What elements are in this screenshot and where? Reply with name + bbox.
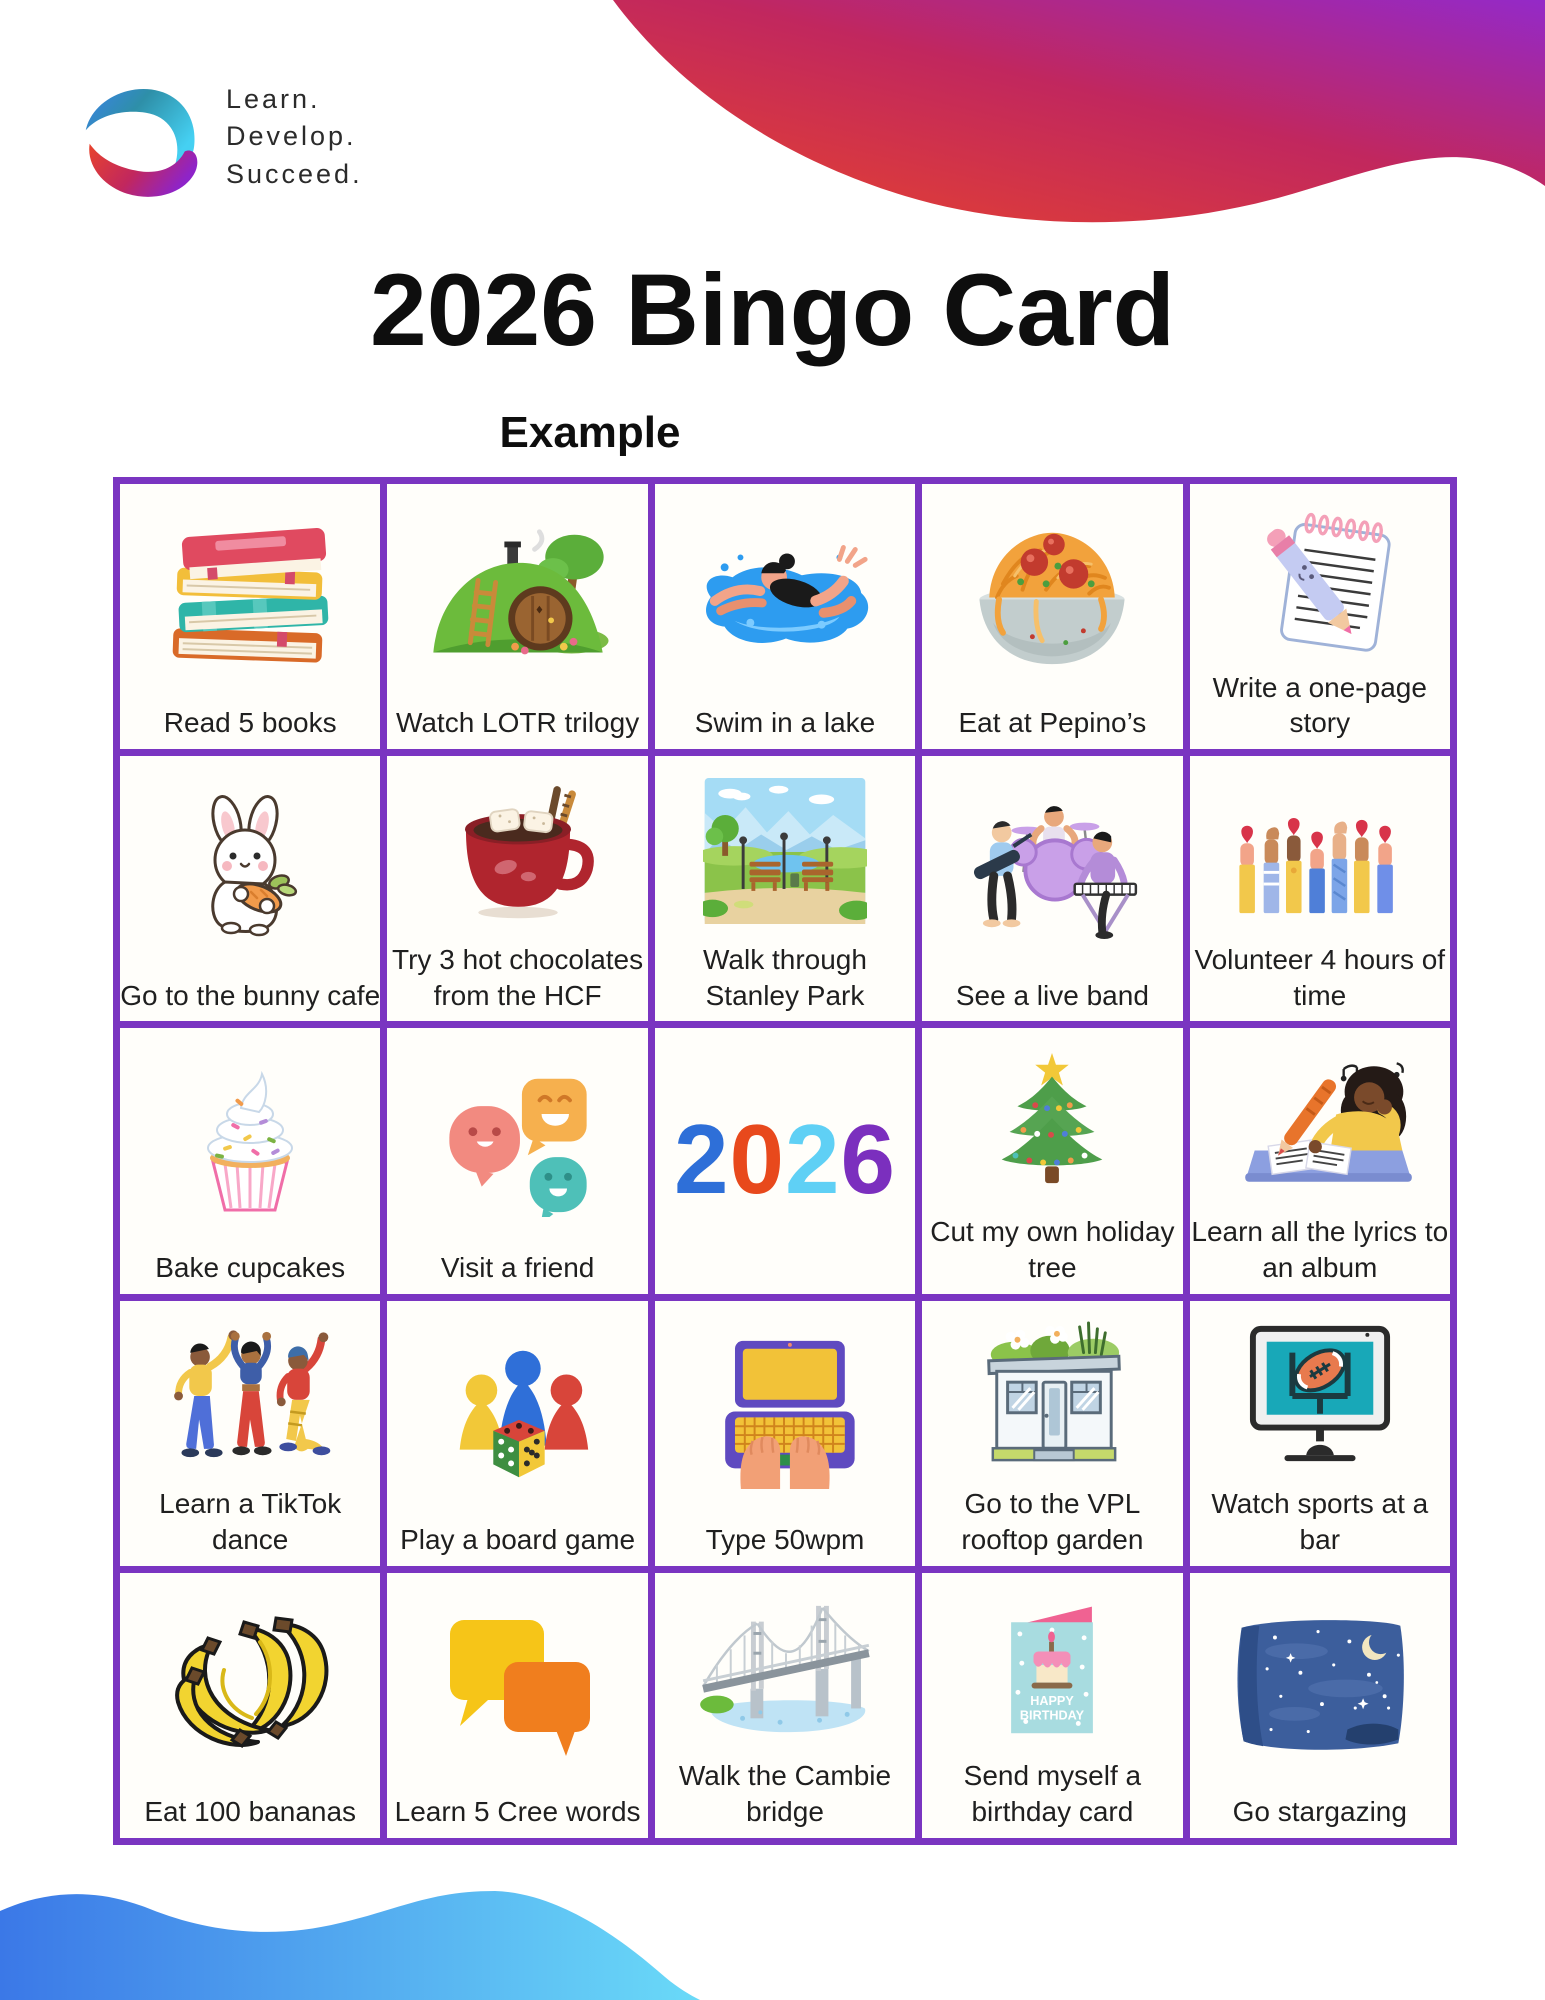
cell-label: Volunteer 4 hours of time bbox=[1194, 943, 1446, 1011]
bingo-cell bbox=[120, 756, 380, 1021]
cell-label: Learn all the lyrics to an album bbox=[1191, 1215, 1449, 1283]
board-game-icon bbox=[434, 1338, 602, 1488]
birthday-card-icon bbox=[977, 1595, 1127, 1741]
page-subtitle: Example bbox=[499, 408, 681, 457]
bingo-cell bbox=[120, 484, 380, 749]
bananas-bunch-icon bbox=[160, 1610, 340, 1760]
chat-friends-icon bbox=[438, 1065, 598, 1217]
card-text-line1: HAPPY bbox=[1030, 1693, 1075, 1708]
bingo-grid bbox=[113, 477, 1457, 1845]
cell-label: Send myself a birthday card bbox=[963, 1760, 1142, 1828]
books-stack-icon bbox=[159, 521, 341, 673]
logo-line: Succeed. bbox=[226, 158, 363, 189]
cell-label: Swim in a lake bbox=[694, 707, 876, 739]
bingo-cell bbox=[387, 1028, 647, 1293]
cell-label: Bake cupcakes bbox=[155, 1251, 346, 1283]
cell-label: Play a board game bbox=[400, 1523, 636, 1555]
card-text-line2: BIRTHDAY bbox=[1020, 1708, 1085, 1723]
cell-label: Write a one-page story bbox=[1212, 671, 1427, 739]
cell-label: See a live band bbox=[955, 979, 1149, 1011]
top-right-gradient-blob bbox=[525, 0, 1545, 245]
bingo-cell bbox=[655, 756, 915, 1021]
lyrics-writing-icon bbox=[1226, 1052, 1414, 1194]
bingo-cell bbox=[387, 1573, 647, 1838]
typing-laptop-icon bbox=[691, 1337, 879, 1489]
logo-line: Develop. bbox=[226, 121, 357, 152]
cree-chat-bubbles-icon bbox=[438, 1612, 598, 1758]
cell-label: Eat 100 bananas bbox=[144, 1796, 357, 1828]
cell-label: Go to the VPL rooftop garden bbox=[961, 1488, 1144, 1555]
cell-label: Learn a TikTok dance bbox=[159, 1488, 342, 1555]
live-band-icon bbox=[958, 795, 1146, 943]
hot-chocolate-icon bbox=[433, 780, 603, 922]
logo-swirl-icon bbox=[78, 70, 206, 204]
page-title: 2026 Bingo Card bbox=[370, 253, 1175, 367]
spaghetti-bowl-icon bbox=[962, 521, 1142, 673]
notepad-pencil-icon bbox=[1236, 504, 1404, 654]
volunteer-hands-icon bbox=[1226, 783, 1414, 919]
bingo-cell bbox=[655, 1301, 915, 1566]
bingo-cell bbox=[922, 484, 1182, 749]
bingo-cell bbox=[387, 484, 647, 749]
bingo-cell bbox=[1190, 756, 1450, 1021]
bingo-cell bbox=[922, 1573, 1182, 1838]
cell-label: Watch LOTR trilogy bbox=[395, 707, 640, 739]
bingo-cell bbox=[1190, 1573, 1450, 1838]
tiktok-dancers-icon bbox=[157, 1321, 343, 1469]
lake-swimmer-icon bbox=[691, 526, 879, 668]
digit: 2 bbox=[673, 1104, 730, 1215]
rooftop-garden-icon bbox=[963, 1321, 1141, 1469]
logo-line: Learn. bbox=[226, 84, 321, 115]
cell-label: Go stargazing bbox=[1232, 1796, 1407, 1828]
bingo-cell bbox=[655, 484, 915, 749]
bottom-left-gradient-blob bbox=[0, 1885, 700, 2000]
holiday-tree-icon bbox=[977, 1049, 1127, 1197]
bunny-carrot-icon bbox=[175, 794, 325, 944]
cell-label: Go to the bunny cafe bbox=[120, 979, 381, 1011]
digit: 0 bbox=[729, 1104, 785, 1215]
bingo-cell bbox=[1190, 1028, 1450, 1293]
cell-label: Try 3 hot chocolates from the HCF bbox=[392, 943, 644, 1011]
bingo-cell bbox=[655, 1573, 915, 1838]
bingo-cell bbox=[120, 1301, 380, 1566]
cell-label: Eat at Pepino’s bbox=[958, 707, 1147, 739]
sports-tv-icon bbox=[1231, 1321, 1409, 1469]
bingo-cell bbox=[120, 1573, 380, 1838]
cell-label: Read 5 books bbox=[163, 707, 337, 739]
cupcake-icon bbox=[175, 1066, 325, 1216]
bingo-cell bbox=[922, 1301, 1182, 1566]
bingo-cell bbox=[922, 756, 1182, 1021]
logo-text bbox=[226, 81, 363, 193]
digit: 2 bbox=[784, 1104, 841, 1215]
cambie-bridge-icon bbox=[691, 1594, 879, 1742]
hobbit-hole-icon bbox=[425, 524, 611, 670]
cell-label: Walk through Stanley Park bbox=[703, 943, 867, 1011]
bingo-cell-free-space bbox=[655, 1028, 915, 1293]
cell-label: Cut my own holiday tree bbox=[930, 1215, 1175, 1283]
cell-label: Learn 5 Cree words bbox=[394, 1796, 641, 1828]
bingo-cell bbox=[1190, 1301, 1450, 1566]
digit: 6 bbox=[840, 1104, 897, 1215]
cell-label: Walk the Cambie bridge bbox=[678, 1760, 892, 1828]
cell-label: Visit a friend bbox=[440, 1251, 595, 1283]
logo bbox=[78, 70, 363, 204]
bingo-cell bbox=[1190, 484, 1450, 749]
night-sky-icon bbox=[1230, 1614, 1410, 1756]
year-2026-icon bbox=[674, 1103, 896, 1216]
bingo-cell bbox=[387, 756, 647, 1021]
bingo-cell bbox=[387, 1301, 647, 1566]
bingo-cell bbox=[922, 1028, 1182, 1293]
cell-label: Watch sports at a bar bbox=[1211, 1488, 1429, 1555]
bingo-cell bbox=[120, 1028, 380, 1293]
cell-label: Type 50wpm bbox=[705, 1523, 865, 1555]
stanley-park-icon bbox=[703, 778, 867, 924]
